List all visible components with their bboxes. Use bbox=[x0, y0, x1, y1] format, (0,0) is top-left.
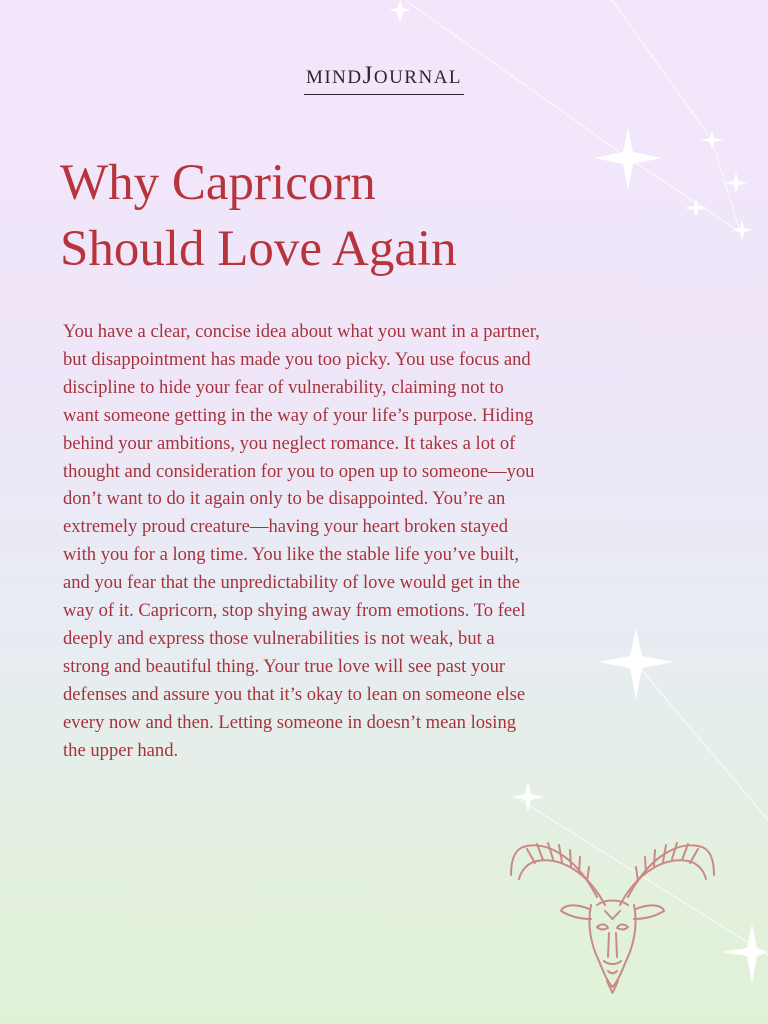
sparkle-star-icon bbox=[598, 628, 674, 700]
sparkle-star-icon bbox=[700, 130, 724, 150]
sparkle-star-icon bbox=[724, 172, 748, 194]
page-title bbox=[60, 150, 580, 282]
sparkle-star-icon bbox=[512, 782, 544, 812]
sparkle-star-icon bbox=[722, 924, 768, 984]
sparkle-star-icon bbox=[594, 128, 662, 190]
logo-suffix: OURNAL bbox=[373, 67, 463, 88]
sparkle-star-icon bbox=[732, 220, 752, 240]
sparkle-star-icon bbox=[684, 198, 708, 218]
logo-prefix: MIND bbox=[305, 67, 363, 88]
brand-logo-text bbox=[304, 62, 464, 95]
capricorn-goat-head-icon bbox=[505, 835, 720, 995]
title-line-1: Why Capricorn bbox=[60, 155, 376, 211]
brand-logo bbox=[0, 62, 768, 95]
logo-mid: J bbox=[362, 62, 374, 89]
sparkle-star-icon bbox=[389, 0, 411, 22]
title-line-2: Should Love Again bbox=[60, 221, 457, 277]
body-paragraph: You have a clear, concise idea about what you want in a partner, but disappointment has made you too picky. You use focus and discipline to hide your fear of vulnerability, claiming not to want someone getting in the way of your life’s purpose. Hiding behind your ambitions, you neglect romance. It takes a lot of thought and consideration for you to open up to someone—you don’t want to do it again only to be disappointed. You’re an extremely proud creature—having your heart broken stayed with you for a long time. You like the stable life you’ve built, and you fear that the unpredictability of love would get in the way of it. Capricorn, stop shying away from emotions. To feel deeply and express those vulnerabilities is not weak, but a strong and beautiful thing. Your true love will see past your defenses and assure you that it’s okay to lean on someone else every now and then. Letting someone in doesn’t mean losing the upper hand. bbox=[63, 321, 540, 761]
